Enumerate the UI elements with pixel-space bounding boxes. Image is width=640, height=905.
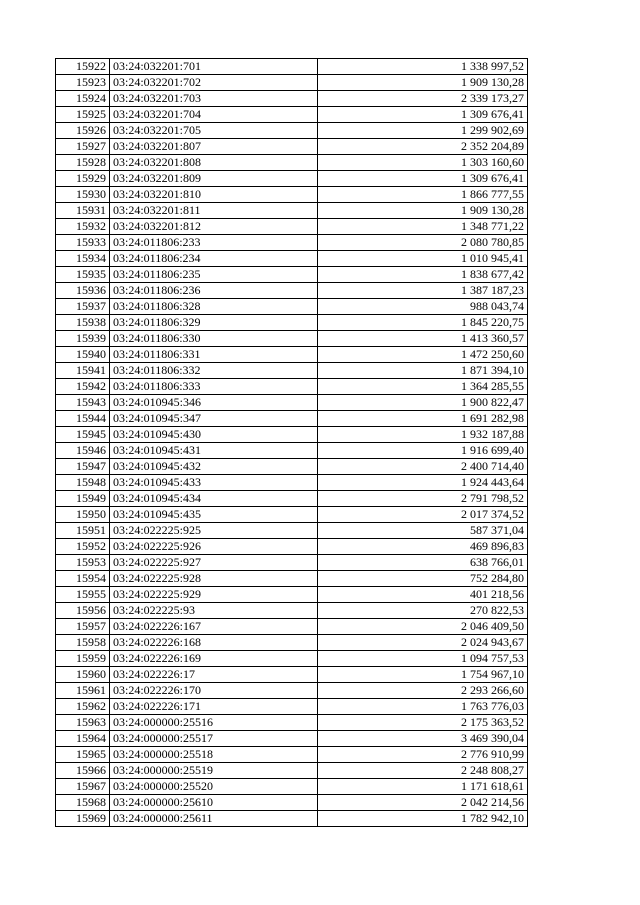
cadastral-number-cell: 03:24:000000:25516: [110, 715, 318, 731]
cadastral-number-cell: 03:24:032201:704: [110, 107, 318, 123]
row-number-cell: 15939: [56, 331, 110, 347]
cadastral-value-cell: 2 046 409,50: [318, 619, 528, 635]
table-row: [56, 427, 528, 443]
cadastral-number-cell: 03:24:000000:25519: [110, 763, 318, 779]
row-number-cell: 15942: [56, 379, 110, 395]
row-number-cell: 15961: [56, 683, 110, 699]
cadastral-value-cell: 469 896,83: [318, 539, 528, 555]
table-row: [56, 587, 528, 603]
table-row: [56, 299, 528, 315]
table-row: [56, 91, 528, 107]
row-number-cell: 15926: [56, 123, 110, 139]
cadastral-number-cell: 03:24:032201:807: [110, 139, 318, 155]
row-number-cell: 15954: [56, 571, 110, 587]
table-row: [56, 155, 528, 171]
row-number-cell: 15949: [56, 491, 110, 507]
row-number-cell: 15952: [56, 539, 110, 555]
table-row: [56, 315, 528, 331]
row-number-cell: 15960: [56, 667, 110, 683]
row-number-cell: 15931: [56, 203, 110, 219]
cadastral-value-cell: 587 371,04: [318, 523, 528, 539]
table-row: [56, 539, 528, 555]
table-row: [56, 411, 528, 427]
row-number-cell: 15953: [56, 555, 110, 571]
cadastral-number-cell: 03:24:022226:17: [110, 667, 318, 683]
cadastral-value-cell: 1 909 130,28: [318, 203, 528, 219]
row-number-cell: 15923: [56, 75, 110, 91]
row-number-cell: 15951: [56, 523, 110, 539]
row-number-cell: 15943: [56, 395, 110, 411]
cadastral-number-cell: 03:24:032201:701: [110, 59, 318, 75]
cadastral-number-cell: 03:24:000000:25610: [110, 795, 318, 811]
table-row: [56, 491, 528, 507]
table-row: [56, 651, 528, 667]
cadastral-value-cell: 1 916 699,40: [318, 443, 528, 459]
table-row: [56, 475, 528, 491]
cadastral-value-cell: 1 309 676,41: [318, 171, 528, 187]
table-row: [56, 251, 528, 267]
cadastral-number-cell: 03:24:022226:167: [110, 619, 318, 635]
row-number-cell: 15966: [56, 763, 110, 779]
table-row: [56, 331, 528, 347]
row-number-cell: 15932: [56, 219, 110, 235]
table-row: [56, 619, 528, 635]
table-row: [56, 267, 528, 283]
cadastral-value-cell: 1 782 942,10: [318, 811, 528, 827]
cadastral-value-cell: 1 838 677,42: [318, 267, 528, 283]
cadastral-number-cell: 03:24:011806:234: [110, 251, 318, 267]
cadastral-number-cell: 03:24:010945:432: [110, 459, 318, 475]
cadastral-value-cell: 1 909 130,28: [318, 75, 528, 91]
table-row: [56, 347, 528, 363]
cadastral-value-cell: 1 413 360,57: [318, 331, 528, 347]
cadastral-value-cell: 1 763 776,03: [318, 699, 528, 715]
cadastral-number-cell: 03:24:032201:809: [110, 171, 318, 187]
row-number-cell: 15938: [56, 315, 110, 331]
row-number-cell: 15947: [56, 459, 110, 475]
cadastral-number-cell: 03:24:010945:433: [110, 475, 318, 491]
cadastral-number-cell: 03:24:000000:25520: [110, 779, 318, 795]
table-row: [56, 699, 528, 715]
cadastral-number-cell: 03:24:011806:235: [110, 267, 318, 283]
cadastral-number-cell: 03:24:022225:926: [110, 539, 318, 555]
row-number-cell: 15936: [56, 283, 110, 299]
cadastral-value-cell: 988 043,74: [318, 299, 528, 315]
cadastral-value-cell: 1 472 250,60: [318, 347, 528, 363]
cadastral-value-cell: 2 175 363,52: [318, 715, 528, 731]
cadastral-value-cell: 2 293 266,60: [318, 683, 528, 699]
row-number-cell: 15955: [56, 587, 110, 603]
cadastral-number-cell: 03:24:011806:332: [110, 363, 318, 379]
cadastral-value-cell: 1 171 618,61: [318, 779, 528, 795]
row-number-cell: 15967: [56, 779, 110, 795]
table-row: [56, 763, 528, 779]
cadastral-number-cell: 03:24:022226:169: [110, 651, 318, 667]
cadastral-value-cell: 1 364 285,55: [318, 379, 528, 395]
row-number-cell: 15945: [56, 427, 110, 443]
row-number-cell: 15963: [56, 715, 110, 731]
table-row: [56, 75, 528, 91]
row-number-cell: 15944: [56, 411, 110, 427]
cadastral-number-cell: 03:24:000000:25518: [110, 747, 318, 763]
table-row: [56, 395, 528, 411]
cadastral-value-cell: 1 309 676,41: [318, 107, 528, 123]
cadastral-number-cell: 03:24:011806:331: [110, 347, 318, 363]
row-number-cell: 15969: [56, 811, 110, 827]
cadastral-number-cell: 03:24:000000:25517: [110, 731, 318, 747]
cadastral-value-cell: 1 924 443,64: [318, 475, 528, 491]
cadastral-value-cell: 1 871 394,10: [318, 363, 528, 379]
row-number-cell: 15948: [56, 475, 110, 491]
cadastral-value-cell: 2 339 173,27: [318, 91, 528, 107]
row-number-cell: 15930: [56, 187, 110, 203]
table-row: [56, 507, 528, 523]
row-number-cell: 15922: [56, 59, 110, 75]
table-body: [56, 59, 528, 827]
table-row: [56, 443, 528, 459]
table-row: [56, 203, 528, 219]
cadastral-number-cell: 03:24:022225:927: [110, 555, 318, 571]
row-number-cell: 15924: [56, 91, 110, 107]
cadastral-number-cell: 03:24:010945:434: [110, 491, 318, 507]
table-row: [56, 59, 528, 75]
cadastral-number-cell: 03:24:010945:435: [110, 507, 318, 523]
cadastral-number-cell: 03:24:011806:329: [110, 315, 318, 331]
cadastral-number-cell: 03:24:010945:346: [110, 395, 318, 411]
row-number-cell: 15956: [56, 603, 110, 619]
table-row: [56, 459, 528, 475]
row-number-cell: 15927: [56, 139, 110, 155]
cadastral-value-cell: 2 352 204,89: [318, 139, 528, 155]
cadastral-number-cell: 03:24:022225:925: [110, 523, 318, 539]
cadastral-value-cell: 2 024 943,67: [318, 635, 528, 651]
table-row: [56, 715, 528, 731]
cadastral-number-cell: 03:24:022226:171: [110, 699, 318, 715]
table-row: [56, 171, 528, 187]
row-number-cell: 15957: [56, 619, 110, 635]
table-row: [56, 811, 528, 827]
table-row: [56, 187, 528, 203]
cadastral-value-cell: 1 299 902,69: [318, 123, 528, 139]
table-row: [56, 379, 528, 395]
cadastral-number-cell: 03:24:010945:347: [110, 411, 318, 427]
row-number-cell: 15962: [56, 699, 110, 715]
cadastral-value-cell: 1 866 777,55: [318, 187, 528, 203]
cadastral-number-cell: 03:24:032201:705: [110, 123, 318, 139]
table-row: [56, 747, 528, 763]
cadastral-number-cell: 03:24:010945:431: [110, 443, 318, 459]
cadastral-value-cell: 2 248 808,27: [318, 763, 528, 779]
table-row: [56, 139, 528, 155]
row-number-cell: 15964: [56, 731, 110, 747]
cadastral-value-cell: 1 338 997,52: [318, 59, 528, 75]
cadastral-value-cell: 2 042 214,56: [318, 795, 528, 811]
cadastral-value-cell: 1 348 771,22: [318, 219, 528, 235]
cadastral-value-cell: 1 932 187,88: [318, 427, 528, 443]
table-row: [56, 107, 528, 123]
cadastral-number-cell: 03:24:011806:333: [110, 379, 318, 395]
cadastral-number-cell: 03:24:000000:25611: [110, 811, 318, 827]
cadastral-value-cell: 401 218,56: [318, 587, 528, 603]
cadastral-value-cell: 3 469 390,04: [318, 731, 528, 747]
cadastral-number-cell: 03:24:022225:93: [110, 603, 318, 619]
cadastral-value-cell: 1 010 945,41: [318, 251, 528, 267]
table-row: [56, 523, 528, 539]
cadastral-number-cell: 03:24:011806:236: [110, 283, 318, 299]
cadastral-number-cell: 03:24:011806:233: [110, 235, 318, 251]
table-row: [56, 283, 528, 299]
row-number-cell: 15959: [56, 651, 110, 667]
cadastral-value-cell: 2 791 798,52: [318, 491, 528, 507]
cadastral-number-cell: 03:24:022225:929: [110, 587, 318, 603]
row-number-cell: 15958: [56, 635, 110, 651]
cadastral-number-cell: 03:24:011806:330: [110, 331, 318, 347]
table-row: [56, 731, 528, 747]
cadastral-value-cell: 1 691 282,98: [318, 411, 528, 427]
cadastral-number-cell: 03:24:032201:810: [110, 187, 318, 203]
row-number-cell: 15929: [56, 171, 110, 187]
table-row: [56, 603, 528, 619]
cadastral-number-cell: 03:24:032201:811: [110, 203, 318, 219]
cadastral-value-cell: 1 094 757,53: [318, 651, 528, 667]
row-number-cell: 15935: [56, 267, 110, 283]
row-number-cell: 15937: [56, 299, 110, 315]
row-number-cell: 15946: [56, 443, 110, 459]
cadastral-value-cell: 638 766,01: [318, 555, 528, 571]
cadastral-number-cell: 03:24:032201:702: [110, 75, 318, 91]
row-number-cell: 15928: [56, 155, 110, 171]
row-number-cell: 15940: [56, 347, 110, 363]
table-row: [56, 635, 528, 651]
row-number-cell: 15968: [56, 795, 110, 811]
cadastral-number-cell: 03:24:032201:703: [110, 91, 318, 107]
table-row: [56, 779, 528, 795]
table-row: [56, 571, 528, 587]
cadastral-value-cell: 1 387 187,23: [318, 283, 528, 299]
row-number-cell: 15965: [56, 747, 110, 763]
cadastral-value-cell: 752 284,80: [318, 571, 528, 587]
cadastral-value-cell: 1 754 967,10: [318, 667, 528, 683]
row-number-cell: 15950: [56, 507, 110, 523]
cadastral-number-cell: 03:24:011806:328: [110, 299, 318, 315]
table-row: [56, 235, 528, 251]
cadastral-value-cell: 270 822,53: [318, 603, 528, 619]
table-row: [56, 555, 528, 571]
cadastral-value-cell: 1 303 160,60: [318, 155, 528, 171]
cadastral-value-cell: 2 776 910,99: [318, 747, 528, 763]
cadastral-number-cell: 03:24:022226:168: [110, 635, 318, 651]
cadastral-number-cell: 03:24:032201:808: [110, 155, 318, 171]
cadastral-value-cell: 2 080 780,85: [318, 235, 528, 251]
table-row: [56, 219, 528, 235]
table-row: [56, 795, 528, 811]
cadastral-number-cell: 03:24:022225:928: [110, 571, 318, 587]
table-row: [56, 123, 528, 139]
row-number-cell: 15934: [56, 251, 110, 267]
cadastral-number-cell: 03:24:032201:812: [110, 219, 318, 235]
cadastral-number-cell: 03:24:010945:430: [110, 427, 318, 443]
cadastral-value-cell: 2 400 714,40: [318, 459, 528, 475]
cadastral-value-cell: 1 900 822,47: [318, 395, 528, 411]
cadastral-value-cell: 1 845 220,75: [318, 315, 528, 331]
row-number-cell: 15941: [56, 363, 110, 379]
table-row: [56, 667, 528, 683]
table-row: [56, 683, 528, 699]
cadastral-number-cell: 03:24:022226:170: [110, 683, 318, 699]
cadastral-value-cell: 2 017 374,52: [318, 507, 528, 523]
cadastral-value-table: [55, 58, 528, 827]
row-number-cell: 15933: [56, 235, 110, 251]
table-row: [56, 363, 528, 379]
row-number-cell: 15925: [56, 107, 110, 123]
